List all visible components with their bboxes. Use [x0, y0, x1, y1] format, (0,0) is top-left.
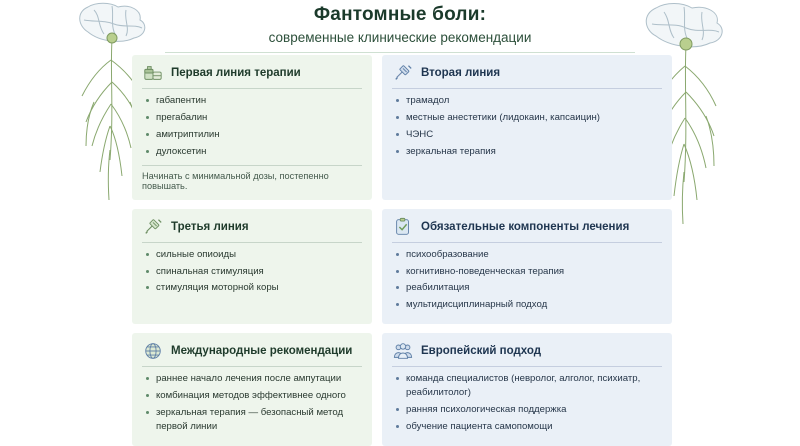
card-items: [392, 248, 662, 313]
card-header: [392, 217, 662, 243]
card-first-line-therapy: [132, 55, 372, 200]
list-item: обучение пациента самопомощи: [392, 420, 662, 434]
list-item: прегабалин: [142, 111, 362, 125]
card-mandatory-components: [382, 209, 672, 325]
card-items: [142, 248, 362, 296]
clipboard-check-icon: [392, 217, 414, 237]
recommendation-cards-grid: [132, 55, 672, 446]
card-items: [392, 372, 662, 434]
list-item: раннее начало лечения после ампутации: [142, 372, 362, 386]
team-icon: [392, 341, 414, 361]
list-item: трамадол: [392, 94, 662, 108]
page-subtitle: современные клинические рекомендации: [268, 30, 532, 45]
syringe-icon: [142, 217, 164, 237]
list-item: спинальная стимуляция: [142, 265, 362, 279]
card-title: Европейский подход: [421, 345, 542, 358]
list-item: мультидисциплинарный подход: [392, 298, 662, 312]
card-items: [142, 94, 362, 159]
page-header: [0, 4, 800, 53]
card-third-line: [132, 209, 372, 325]
card-header: [392, 63, 662, 89]
list-item: реабилитация: [392, 281, 662, 295]
header-divider: [165, 52, 635, 53]
list-item: стимуляция моторной коры: [142, 281, 362, 295]
card-title: Третья линия: [171, 220, 249, 233]
card-items: [142, 372, 362, 434]
globe-icon: [142, 341, 164, 361]
card-second-line: [382, 55, 672, 200]
list-item: команда специалистов (невролог, алголог, психиатр, реабилитолог): [392, 372, 662, 400]
list-item: зеркальная терапия: [392, 145, 662, 159]
list-item: габапентин: [142, 94, 362, 108]
syringe-icon: [392, 63, 414, 83]
card-header: [142, 63, 362, 89]
card-header: [392, 341, 662, 367]
card-header: [142, 341, 362, 367]
card-title: Международные рекомендации: [171, 345, 353, 358]
card-title: Обязательные компоненты лечения: [421, 220, 630, 233]
list-item: зеркальная терапия — безопасный метод первой линии: [142, 406, 362, 434]
card-international-recommendations: [132, 333, 372, 446]
card-european-approach: [382, 333, 672, 446]
list-item: ранняя психологическая поддержка: [392, 403, 662, 417]
card-title: Вторая линия: [421, 67, 501, 79]
list-item: амитриптилин: [142, 128, 362, 142]
card-title: Первая линия терапии: [171, 67, 301, 79]
list-item: психообразование: [392, 248, 662, 262]
card-note: Начинать с минимальной дозы, постепенно повышать.: [142, 165, 362, 191]
list-item: ЧЭНС: [392, 128, 662, 142]
card-header: [142, 217, 362, 243]
list-item: дулоксетин: [142, 145, 362, 159]
card-items: [392, 94, 662, 159]
pills-icon: [142, 63, 164, 83]
list-item: местные анестетики (лидокаин, капсаицин): [392, 111, 662, 125]
list-item: сильные опиоиды: [142, 248, 362, 262]
page-title: Фантомные боли:: [313, 4, 487, 25]
list-item: когнитивно-поведенческая терапия: [392, 265, 662, 279]
list-item: комбинация методов эффективнее одного: [142, 389, 362, 403]
